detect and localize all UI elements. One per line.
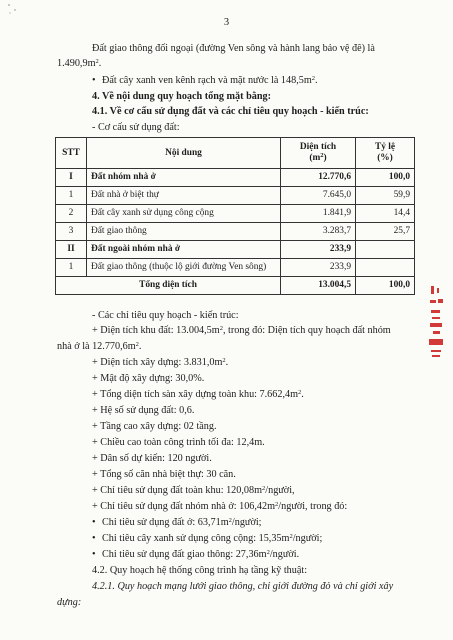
intro-line-2: $1.490,9m^2$. bbox=[57, 58, 102, 69]
site-area-line: + Diện tích khu đất: $13.004,5m^2$, trong đó: Diện tích quy hoạch đất nhóm bbox=[92, 325, 391, 336]
cell-ratio: 25,7 bbox=[356, 223, 415, 241]
land-use-table bbox=[55, 137, 415, 295]
cell-ratio bbox=[356, 259, 415, 277]
margin-stamp-mark bbox=[427, 282, 451, 362]
per-capita-housing-line: + Chỉ tiêu sử dụng đất nhóm nhà ở: $106,42m^2$/người, trong đó: bbox=[92, 501, 348, 512]
cell-content: Đất giao thông bbox=[87, 223, 281, 241]
cell-stt: 2 bbox=[56, 205, 87, 223]
intro-bullet-green: • Đất cây xanh ven kênh rạch và mặt nước là $148,5m^2$. bbox=[92, 74, 318, 87]
table-row bbox=[56, 259, 415, 277]
floors-line: + Tầng cao xây dựng: 02 tầng. bbox=[92, 421, 217, 432]
cell-area: 233,9 bbox=[281, 241, 356, 259]
cell-stt: 1 bbox=[56, 187, 87, 205]
cell-content: Đất nhóm nhà ở bbox=[87, 169, 281, 187]
page-number: 3 bbox=[223, 17, 230, 28]
table-row bbox=[56, 169, 415, 187]
cell-area: 12.770,6 bbox=[281, 169, 356, 187]
cell-total-label: Tổng diện tích bbox=[56, 277, 281, 295]
villas-line: + Tổng số căn nhà biệt thự: 30 căn. bbox=[92, 469, 236, 480]
section-4-2-1-heading-cont: dựng: bbox=[57, 597, 82, 608]
cell-area: 1.841,9 bbox=[281, 205, 356, 223]
table-row bbox=[56, 223, 415, 241]
table-row bbox=[56, 241, 415, 259]
cell-area: 3.283,7 bbox=[281, 223, 356, 241]
indicators-label: - Các chỉ tiêu quy hoạch - kiến trúc: bbox=[92, 310, 239, 321]
floor-area-line: + Tổng diện tích sàn xây dựng toàn khu: $7.662,4m^2$. bbox=[92, 389, 304, 400]
table-header-row bbox=[56, 138, 415, 169]
header-stt: STT bbox=[56, 138, 87, 169]
cell-total-ratio: 100,0 bbox=[356, 277, 415, 295]
population-line: + Dân số dự kiến: 120 người. bbox=[92, 453, 212, 464]
bullet-residential: • Chỉ tiêu sử dụng đất ở: $63,71m^2$/người; bbox=[92, 516, 262, 529]
bullet-green: • Chỉ tiêu cây xanh sử dụng công cộng: $15,35m^2$/người; bbox=[92, 532, 322, 545]
section-4-2-heading: 4.2. Quy hoạch hệ thống công trình hạ tầng kỹ thuật: bbox=[92, 565, 308, 576]
far-line: + Hệ số sử dụng đất: 0,6. bbox=[92, 405, 195, 416]
cell-content: Đất cây xanh sử dụng công cộng bbox=[87, 205, 281, 223]
table-total-row bbox=[56, 277, 415, 295]
cell-ratio: 59,9 bbox=[356, 187, 415, 205]
site-area-line-2: nhà ở là $12.770,6m^2$. bbox=[57, 341, 142, 352]
section-4-2-1-heading: 4.2.1. Quy hoạch mạng lưới giao thông, chỉ giới đường đỏ và chỉ giới xây bbox=[92, 581, 394, 592]
header-content: Nội dung bbox=[87, 138, 281, 169]
header-area: Diện tích $(m^2)$ bbox=[281, 138, 356, 169]
cell-content: Đất nhà ở biệt thự bbox=[87, 187, 281, 205]
header-ratio: Tỷ lệ (%) bbox=[356, 138, 415, 169]
section-4-1-heading: 4.1. Về cơ cấu sử dụng đất và các chỉ tiêu quy hoạch - kiến trúc: bbox=[92, 106, 369, 117]
corner-scan-marks bbox=[6, 2, 20, 16]
cell-ratio: 100,0 bbox=[356, 169, 415, 187]
land-use-label: - Cơ cấu sử dụng đất: bbox=[92, 122, 180, 133]
building-area-line: + Diện tích xây dựng: $3.831,0m^2$. bbox=[92, 357, 229, 368]
cell-content: Đất ngoài nhóm nhà ở bbox=[87, 241, 281, 259]
table-row bbox=[56, 187, 415, 205]
height-line: + Chiều cao toàn công trình tối đa: 12,4m. bbox=[92, 437, 265, 448]
density-line: + Mật độ xây dựng: 30,0%. bbox=[92, 373, 205, 384]
cell-ratio: 14,4 bbox=[356, 205, 415, 223]
intro-line-1: Đất giao thông đối ngoại (đường Ven sông và hành lang bảo vệ đê) là bbox=[92, 43, 375, 54]
cell-stt: II bbox=[56, 241, 87, 259]
section-4-heading: 4. Về nội dung quy hoạch tổng mặt bằng: bbox=[92, 91, 271, 102]
cell-ratio bbox=[356, 241, 415, 259]
cell-total-area: 13.004,5 bbox=[281, 277, 356, 295]
cell-stt: I bbox=[56, 169, 87, 187]
cell-area: 7.645,0 bbox=[281, 187, 356, 205]
bullet-traffic: • Chỉ tiêu sử dụng đất giao thông: $27,36m^2$/người. bbox=[92, 548, 299, 561]
per-capita-total-line: + Chỉ tiêu sử dụng đất toàn khu: $120,08m^2$/người, bbox=[92, 485, 295, 496]
cell-stt: 1 bbox=[56, 259, 87, 277]
table-row bbox=[56, 205, 415, 223]
cell-content: Đất giao thông (thuộc lộ giới đường Ven sông) bbox=[87, 259, 281, 277]
cell-area: 233,9 bbox=[281, 259, 356, 277]
cell-stt: 3 bbox=[56, 223, 87, 241]
